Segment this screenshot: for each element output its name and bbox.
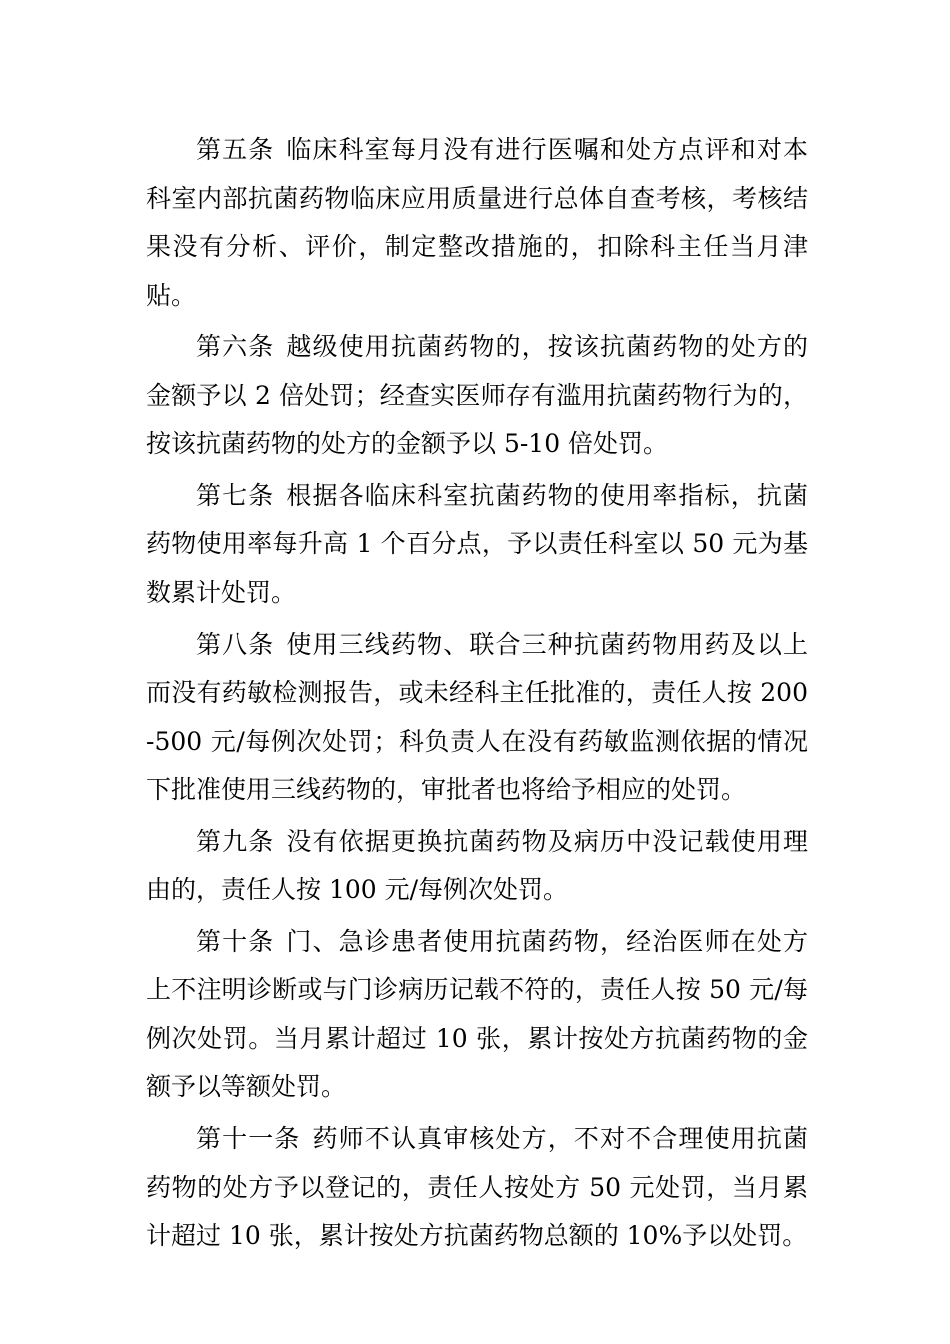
article-10 bbox=[146, 918, 808, 1112]
article-label: 第六条 bbox=[196, 332, 275, 362]
article-text: 没有依据更换抗菌药物及病历中没记载使用理由的，责任人按 100 元/每例次处罚。 bbox=[146, 826, 808, 905]
article-text: 门、急诊患者使用抗菌药物，经治医师在处方上不注明诊断或与门诊病历记载不符的，责任人按 50 元/每例次处罚。当月累计超过 10 张，累计按处方抗菌药物的金额予以等额处罚。 bbox=[146, 926, 808, 1102]
article-6 bbox=[146, 323, 808, 469]
article-text: 临床科室每月没有进行医嘱和处方点评和对本科室内部抗菌药物临床应用质量进行总体自查考核，考核结果没有分析、评价，制定整改措施的，扣除科主任当月津贴。 bbox=[146, 135, 808, 310]
article-label: 第十条 bbox=[196, 926, 275, 956]
article-text: 越级使用抗菌药物的，按该抗菌药物的处方的金额予以 2 倍处罚；经查实医师存有滥用抗菌药物行为的，按该抗菌药物的处方的金额予以 5-10 倍处罚。 bbox=[146, 332, 808, 459]
article-text: 使用三线药物、联合三种抗菌药物用药及以上而没有药敏检测报告，或未经科主任批准的，责任人按 200-500 元/每例次处罚；科负责人在没有药敏监测依据的情况下批准使用三线药物的，审批者也将给予相应的处罚。 bbox=[146, 629, 808, 805]
document-body bbox=[146, 126, 808, 1264]
article-text: 药师不认真审核处方，不对不合理使用抗菌药物的处方予以登记的，责任人按处方 50 元处罚，当月累计超过 10 张，累计按处方抗菌药物总额的 10%予以处罚。 bbox=[146, 1124, 808, 1251]
article-11 bbox=[146, 1115, 808, 1261]
article-label: 第十一条 bbox=[196, 1124, 301, 1154]
article-label: 第九条 bbox=[196, 826, 275, 856]
article-8 bbox=[146, 621, 808, 815]
article-7 bbox=[146, 472, 808, 618]
article-label: 第八条 bbox=[196, 629, 275, 659]
article-label: 第七条 bbox=[196, 480, 275, 510]
article-text: 根据各临床科室抗菌药物的使用率指标，抗菌药物使用率每升高 1 个百分点，予以责任科室以 50 元为基数累计处罚。 bbox=[146, 480, 808, 607]
article-label: 第五条 bbox=[196, 135, 275, 164]
article-9 bbox=[146, 818, 808, 915]
article-5 bbox=[146, 126, 808, 320]
